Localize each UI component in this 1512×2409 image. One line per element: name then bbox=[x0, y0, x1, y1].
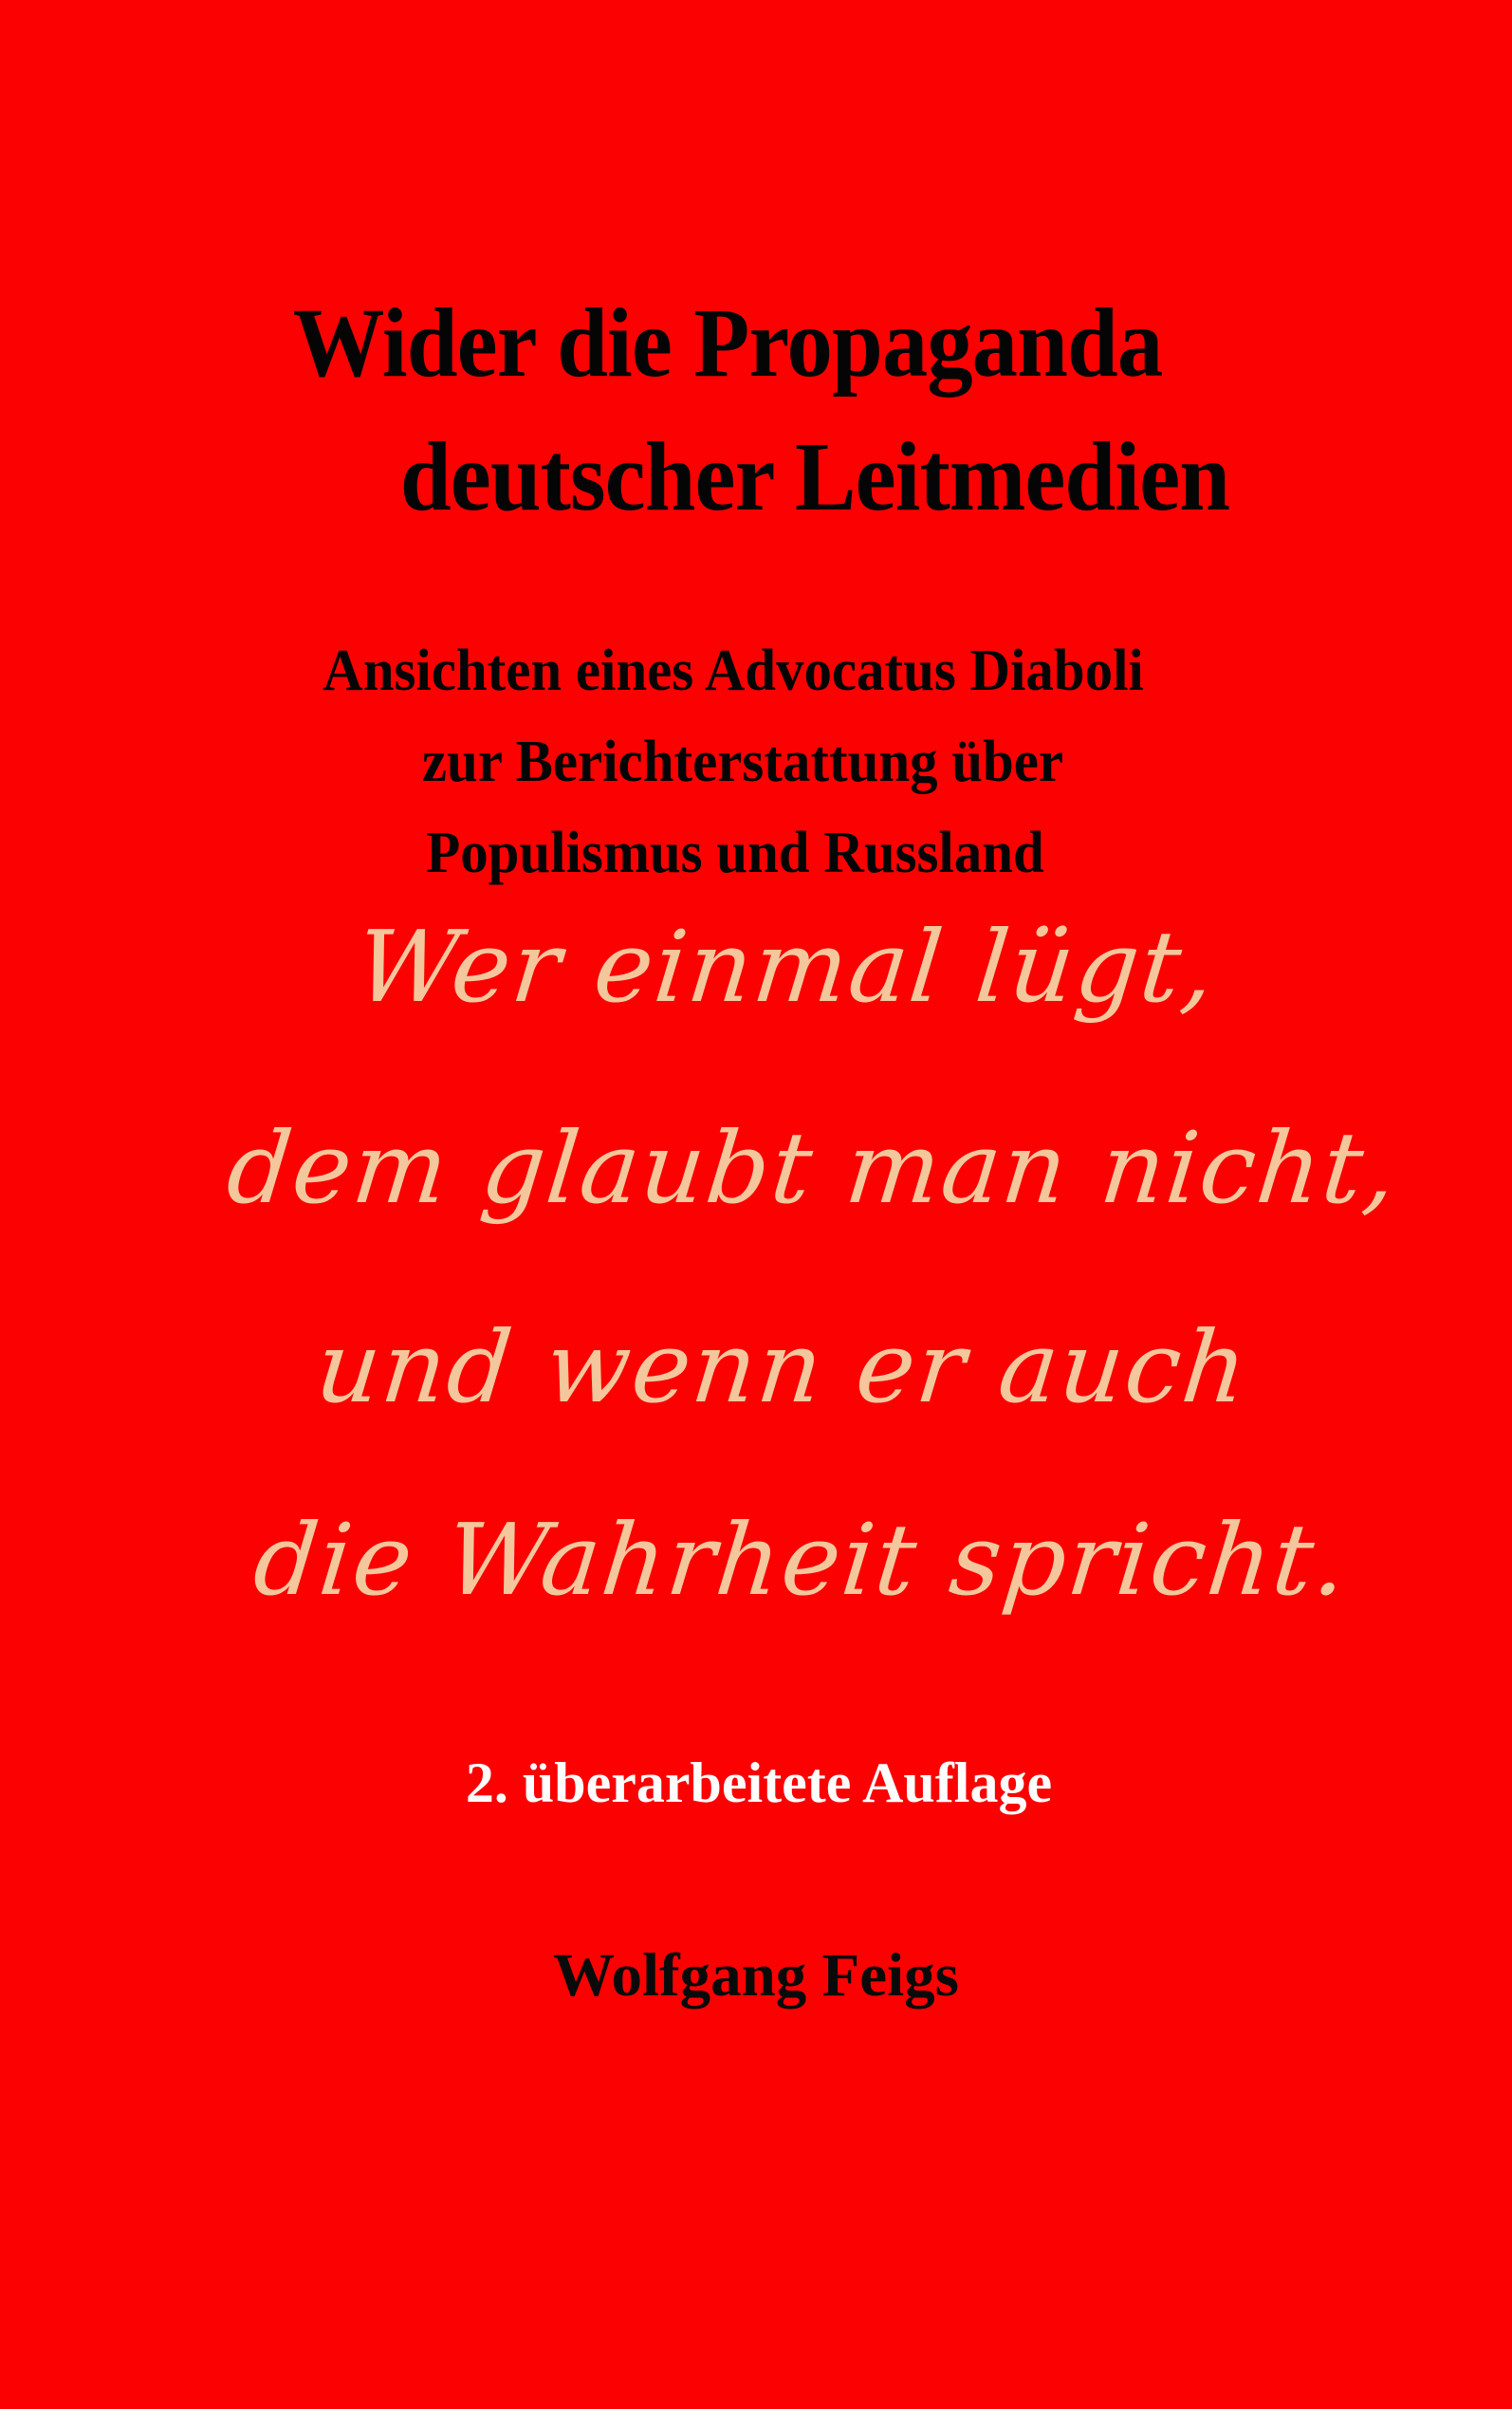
quote-line-3: und wenn er auch bbox=[310, 1309, 1255, 1425]
edition-label: 2. überarbeitete Auflage bbox=[465, 1751, 1053, 1814]
author-name: Wolfgang Feigs bbox=[553, 1941, 959, 2010]
subtitle-line-1: Ansichten eines Advocatus Diaboli bbox=[323, 639, 1144, 703]
quote-line-4: die Wahrheit spricht. bbox=[249, 1502, 1355, 1618]
subtitle-line-3: Populismus und Russland bbox=[426, 821, 1044, 885]
title-line-1: Wider die Propaganda bbox=[292, 288, 1163, 398]
title-line-2: deutscher Leitmedien bbox=[399, 422, 1230, 531]
quote-line-2: dem glaubt man nicht, bbox=[222, 1110, 1404, 1226]
quote-line-1: Wer einmal lügt, bbox=[351, 909, 1222, 1025]
subtitle-line-2: zur Berichterstattung über bbox=[421, 730, 1064, 794]
